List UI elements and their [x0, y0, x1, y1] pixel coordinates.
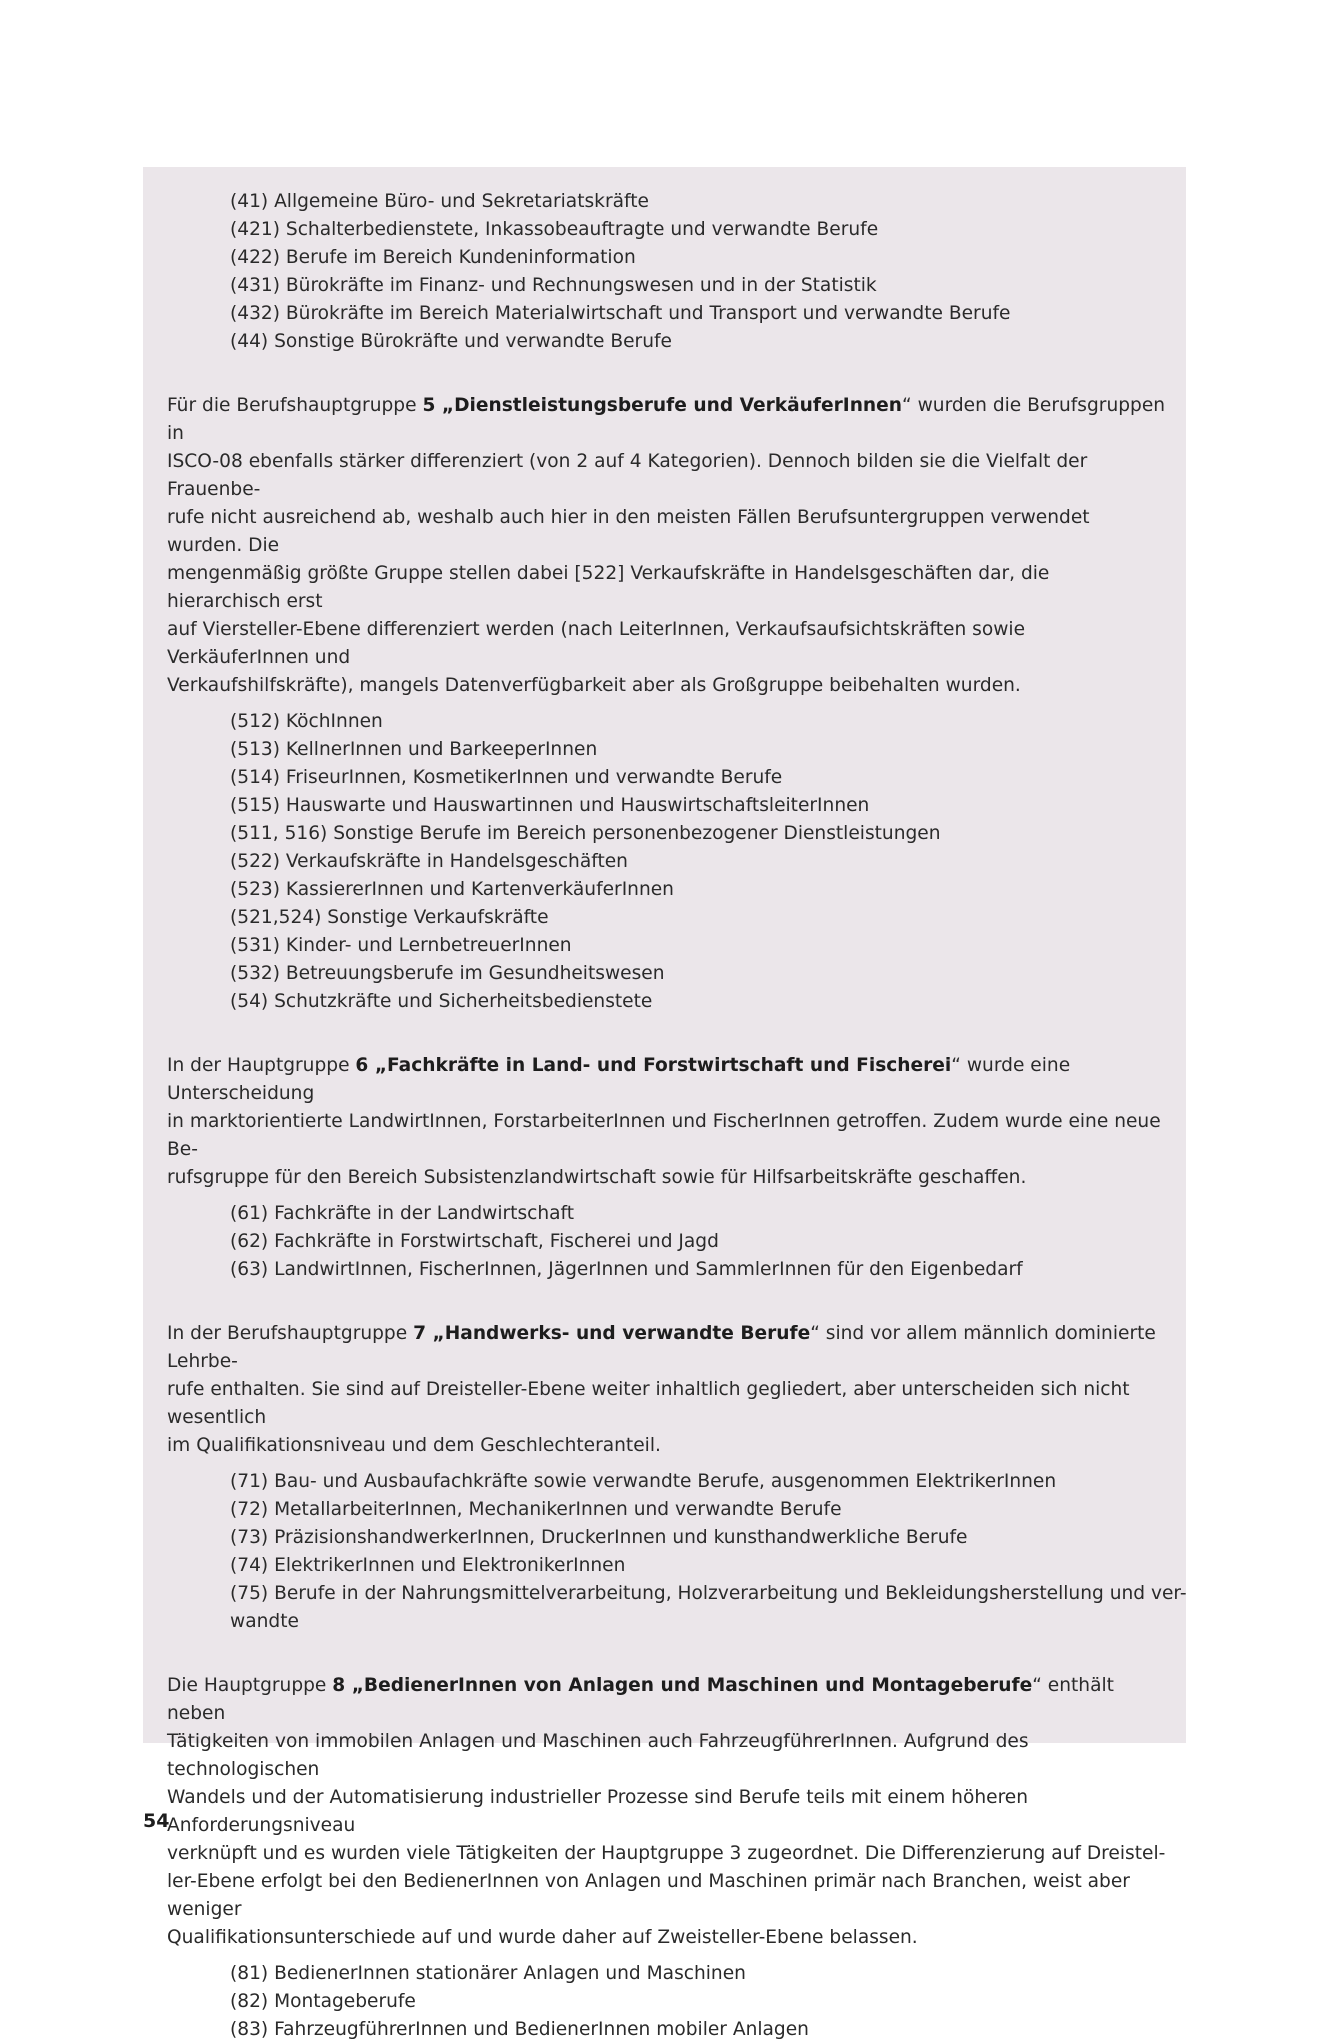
paragraph-line: ler-Ebene erfolgt bei den BedienerInnen von Anlagen und Maschinen primär nach Branchen, weist aber weniger [167, 1871, 1130, 1920]
list-item: (431) Bürokräfte im Finanz- und Rechnungswesen und in der Statistik [230, 275, 877, 296]
list-item: (63) LandwirtInnen, FischerInnen, JägerInnen und SammlerInnen für den Eigenbedarf [230, 1259, 1023, 1280]
list-group-4 [230, 188, 1167, 356]
group-title: 8 „BedienerInnen von Anlagen und Maschinen und Montageberufe [332, 1675, 1033, 1696]
list-item: (62) Fachkräfte in Forstwirtschaft, Fischerei und Jagd [230, 1231, 719, 1252]
list-item: (531) Kinder- und LernbetreuerInnen [230, 935, 572, 956]
paragraph-line: Tätigkeiten von immobilen Anlagen und Maschinen auch FahrzeugführerInnen. Aufgrund des technologischen [167, 1731, 1029, 1780]
paragraph-line: Die Hauptgruppe 8 „BedienerInnen von Anlagen und Maschinen und Montageberufe“ enthält neben [167, 1675, 1114, 1724]
paragraph-line: In der Hauptgruppe 6 „Fachkräfte in Land- und Forstwirtschaft und Fischerei“ wurde eine Unterscheidung [167, 1055, 1071, 1104]
list-item: (421) Schalterbedienstete, Inkassobeauftragte und verwandte Berufe [230, 219, 879, 240]
list-group-6 [230, 1200, 1167, 1284]
paragraph-line: Qualifikationsunterschiede auf und wurde daher auf Zweisteller-Ebene belassen. [167, 1927, 918, 1948]
list-group-8 [230, 1960, 1167, 2044]
paragraph-group-6 [167, 1052, 1167, 1192]
list-item: (521,524) Sonstige Verkaufskräfte [230, 907, 549, 928]
page-number: 54 [143, 1810, 170, 1832]
list-item: (512) KöchInnen [230, 711, 383, 732]
list-item: wandte [230, 1611, 299, 1632]
paragraph-group-5 [167, 392, 1167, 700]
list-group-5 [230, 708, 1167, 1016]
list-item: (522) Verkaufskräfte in Handelsgeschäften [230, 851, 628, 872]
paragraph-line: rufsgruppe für den Bereich Subsistenzlandwirtschaft sowie für Hilfsarbeitskräfte geschaffen. [167, 1167, 1027, 1188]
list-item: (82) Montageberufe [230, 1991, 416, 2012]
list-item: (61) Fachkräfte in der Landwirtschaft [230, 1203, 575, 1224]
paragraph-line: rufe enthalten. Sie sind auf Dreisteller-Ebene weiter inhaltlich gegliedert, aber unterscheiden sich nicht wesentlich [167, 1379, 1130, 1428]
paragraph-line: rufe nicht ausreichend ab, weshalb auch hier in den meisten Fällen Berufsuntergruppen verwendet wurden. Die [167, 507, 1090, 556]
paragraph-line: auf Viersteller-Ebene differenziert werden (nach LeiterInnen, Verkaufsaufsichtskräften sowie VerkäuferInnen und [167, 619, 1026, 668]
list-item: (73) PräzisionshandwerkerInnen, DruckerInnen und kunsthandwerkliche Berufe [230, 1527, 968, 1548]
paragraph-line: verknüpft und es wurden viele Tätigkeiten der Hauptgruppe 3 zugeordnet. Die Differenzierung auf Dreistel- [167, 1843, 1166, 1864]
list-item: (75) Berufe in der Nahrungsmittelverarbeitung, Holzverarbeitung und Bekleidungsherstellung und ver- [230, 1583, 1187, 1604]
list-item: (72) MetallarbeiterInnen, MechanikerInnen und verwandte Berufe [230, 1499, 842, 1520]
list-item: (432) Bürokräfte im Bereich Materialwirtschaft und Transport und verwandte Berufe [230, 303, 1011, 324]
group-title: 5 „Dienstleistungsberufe und VerkäuferInnen [422, 395, 903, 416]
paragraph-line: Wandels und der Automatisierung industrieller Prozesse sind Berufe teils mit einem höheren Anforderungsniveau [167, 1787, 1029, 1836]
group-title: 7 „Handwerks- und verwandte Berufe [413, 1323, 811, 1344]
list-item: (515) Hauswarte und Hauswartinnen und HauswirtschaftsleiterInnen [230, 795, 870, 816]
paragraph-line: Verkaufshilfskräfte), mangels Datenverfügbarkeit aber als Großgruppe beibehalten wurden. [167, 675, 1021, 696]
paragraph-line: ISCO-08 ebenfalls stärker differenziert (von 2 auf 4 Kategorien). Dennoch bilden sie die Vielfalt der Frauenbe- [167, 451, 1088, 500]
list-item: (513) KellnerInnen und BarkeeperInnen [230, 739, 598, 760]
list-group-7 [230, 1468, 1187, 1636]
list-item: (71) Bau- und Ausbaufachkräfte sowie verwandte Berufe, ausgenommen ElektrikerInnen [230, 1471, 1057, 1492]
list-item: (523) KassiererInnen und KartenverkäuferInnen [230, 879, 674, 900]
list-item: (511, 516) Sonstige Berufe im Bereich personenbezogener Dienstleistungen [230, 823, 941, 844]
content [167, 188, 1187, 2044]
paragraph-line: mengenmäßig größte Gruppe stellen dabei [522] Verkaufskräfte in Handelsgeschäften dar, die hierarchisch erst [167, 563, 1050, 612]
list-item: (74) ElektrikerInnen und ElektronikerInnen [230, 1555, 626, 1576]
list-item: (83) FahrzeugführerInnen und BedienerInnen mobiler Anlagen [230, 2019, 809, 2040]
list-item: (54) Schutzkräfte und Sicherheitsbedienstete [230, 991, 653, 1012]
paragraph-line: im Qualifikationsniveau und dem Geschlechteranteil. [167, 1435, 661, 1456]
list-item: (532) Betreuungsberufe im Gesundheitswesen [230, 963, 665, 984]
paragraph-line: in marktorientierte LandwirtInnen, ForstarbeiterInnen und FischerInnen getroffen. Zudem wurde eine neue Be- [167, 1111, 1161, 1160]
group-title: 6 „Fachkräfte in Land- und Forstwirtschaft und Fischerei [355, 1055, 952, 1076]
paragraph-group-8 [167, 1672, 1167, 1952]
list-item: (41) Allgemeine Büro- und Sekretariatskräfte [230, 191, 649, 212]
list-item: (81) BedienerInnen stationärer Anlagen und Maschinen [230, 1963, 746, 1984]
paragraph-line: In der Berufshauptgruppe 7 „Handwerks- und verwandte Berufe“ sind vor allem männlich dominierte Lehrbe- [167, 1323, 1156, 1372]
paragraph-line: Für die Berufshauptgruppe 5 „Dienstleistungsberufe und VerkäuferInnen“ wurden die Berufsgruppen in [167, 395, 1166, 444]
list-item: (44) Sonstige Bürokräfte und verwandte Berufe [230, 331, 672, 352]
list-item: (422) Berufe im Bereich Kundeninformation [230, 247, 636, 268]
list-item: (514) FriseurInnen, KosmetikerInnen und verwandte Berufe [230, 767, 783, 788]
paragraph-group-7 [167, 1320, 1167, 1460]
